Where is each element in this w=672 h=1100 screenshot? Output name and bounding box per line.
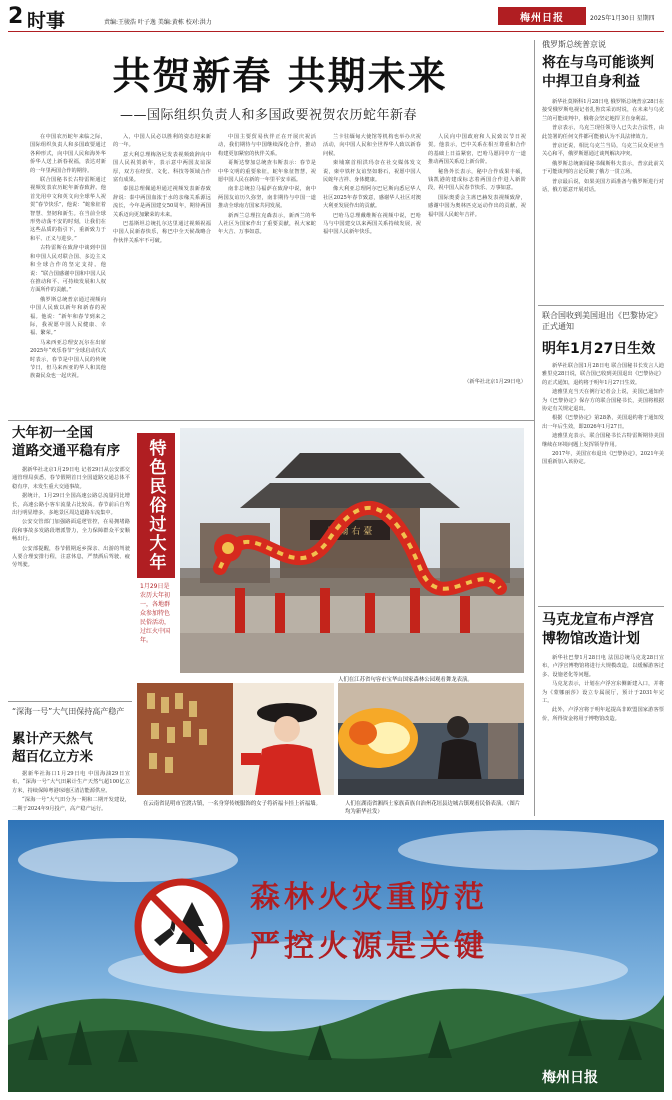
lead-paragraph: 兰卡驻缅甸大使馆等机构也举办庆祝活动，向中国人民和全世界华人致以新春问候。 bbox=[323, 134, 421, 157]
dragon-dance-illustration bbox=[180, 428, 524, 673]
section-divider bbox=[538, 606, 664, 607]
headline-line: 累计产天然气 bbox=[12, 731, 93, 747]
lead-column-5 bbox=[428, 133, 526, 413]
no-fire-icon bbox=[134, 878, 230, 974]
page-number: 2 bbox=[8, 4, 24, 29]
headline-line: 道路交通平稳有序 bbox=[12, 443, 120, 459]
ad-slogan-line-1: 森林火灾重防范 bbox=[250, 880, 488, 915]
right-story-1-title bbox=[542, 54, 666, 92]
side-story-1-body bbox=[12, 466, 130, 696]
lead-paragraph: 新西兰总理拉克森表示，新西兰的华人社区为国家作出了重要贡献，祝大家蛇年大吉、万事如意。 bbox=[218, 212, 316, 236]
right-story-3-body bbox=[542, 654, 664, 814]
headline-line: 博物馆改造计划 bbox=[542, 631, 640, 647]
fire-performance-photo bbox=[338, 683, 524, 795]
story-paragraph: 此外，卢浮宫将于明年起提高非欧盟国家游客票价，所得资金将用于博物馆改造。 bbox=[542, 707, 664, 722]
side-story-2-title bbox=[12, 730, 132, 766]
ad-logo: 梅州日报 bbox=[542, 1070, 598, 1086]
lead-paragraph: 泰国总理佩通坦通过视频发表新春致辞说：泰中两国血浓于水的亲缘关系源远流长，今年是两国建交50周年，期待两国关系迈向更加繁荣的未来。 bbox=[113, 186, 211, 218]
story-paragraph: 普京最后说，如果美国方面准备与俄罗斯进行对话，俄方愿意开展对话。 bbox=[542, 178, 664, 194]
section-divider bbox=[538, 305, 664, 306]
feature-banner: 特色民俗过大年 bbox=[137, 433, 175, 578]
lead-paragraph: 俄罗斯总统普京通过视频向中国人民致以新年和新春的祝福。他说：“新年和春节到来之际，我祝愿中国人民健康、幸福、繁荣。” bbox=[30, 296, 106, 337]
header-rule bbox=[8, 31, 664, 32]
lead-paragraph: 哥斯达黎加总统查韦斯表示：春节是中华文明的重要象征，蛇年象征智慧，祝愿中国人民在新的一年里平安幸福。 bbox=[218, 160, 316, 184]
section-name: 时事 bbox=[27, 10, 66, 32]
lead-paragraph: 柬埔寨首相洪玛奈在社交媒体发文说，柬中铁杆友谊坚如磐石，祝愿中国人民蛇年吉祥、身体健康。 bbox=[323, 160, 421, 184]
lead-column-3 bbox=[218, 133, 316, 418]
lead-paragraph: 人民向中国政府和人民致以节日祝贺。他表示，巴中关系在相互尊重和合作的基础上日益紧密，巴哈马愿同中方一道推动两国关系迈上新台阶。 bbox=[428, 134, 526, 166]
newspaper-logo: 梅州日报 bbox=[498, 7, 586, 25]
story-paragraph: 新华社联合国1月28日电 联合国秘书长发言人迪雅里克28日说，联合国已收到美国退出《巴黎协定》的正式通知，退约将于明年1月27日生效。 bbox=[542, 363, 664, 386]
story-paragraph: 公安交管部门加强路面巡逻管控，在易拥堵路段和事故多发路段增派警力，全力保障群众平安顺畅出行。 bbox=[12, 519, 130, 543]
story-paragraph: 新华社巴黎1月28日电 法国总统马克龙28日宣布，卢浮宫博物馆将进行大规模改造，以缓解游客过多、设施老化等问题。 bbox=[542, 655, 664, 678]
lead-headline: 共贺新春 共期未来 bbox=[112, 54, 448, 98]
column-divider bbox=[534, 40, 535, 816]
section-divider bbox=[8, 701, 132, 702]
right-story-3-title bbox=[542, 611, 666, 649]
story-paragraph: 普京还说，相比乌克兰当局，乌克兰民众更应当关心和平，俄罗斯愿通过谈判解决冲突。 bbox=[542, 143, 664, 158]
right-story-1-kicker: 俄罗斯总统普京说 bbox=[542, 40, 606, 49]
lead-paragraph: 马来西亚总理安瓦尔在出席2025年“欢乐春节”全球启动仪式时表示，春节是中国人民的传统节日，但马来西亚的华人和其他族裔民众也一起庆祝。 bbox=[30, 339, 106, 380]
ad-slogan-line-2: 严控火源是关键 bbox=[250, 929, 488, 964]
headline-line: 超百亿立方米 bbox=[12, 749, 93, 765]
story-paragraph: 新华社莫斯科1月28日电 俄罗斯总统普京28日在接受俄罗斯电视记者扎鲁宾采访时说，在未来与乌克兰的可能谈判中，俄将会坚定地捍卫自身利益。 bbox=[542, 99, 664, 122]
story-paragraph: 马克龙表示，计划在卢浮宫东侧新建入口，并将为《蒙娜丽莎》设立专属展厅，预计于2031年完工。 bbox=[542, 681, 664, 705]
lead-credit: （新华社北京1月29日电） bbox=[464, 379, 526, 385]
headline-line: 将在与乌可能谈判 bbox=[542, 55, 654, 71]
story-paragraph: 据新华社海口1月29日电 中国海油29日宣布，“深海一号”大气田累计生产天然气超100亿立方米，持续保障粤港琼地区清洁能源供应。 bbox=[12, 771, 130, 794]
lead-paragraph: 古特雷斯在致辞中谈到中国和中国人民对联合国、多边主义和全球合作的坚定支持。他说：“联合国感谢中国和中国人民在推动和平、可持续发展和人权方面所作的贡献。” bbox=[30, 245, 106, 294]
right-story-2-title: 明年1月27日生效 bbox=[542, 341, 656, 357]
right-photo-caption: 人们在湖南省湘西土家族苗族自治州花垣县边城古镇观看民俗表演。（图片均为新华社发） bbox=[345, 801, 521, 815]
lead-paragraph: 巴基斯坦总统扎尔达里通过视频祝福中国人民新春快乐，称巴中全天候战略合作伙伴关系牢不可破。 bbox=[113, 221, 211, 244]
right-story-1-body bbox=[542, 98, 664, 300]
issue-date: 2025年1月30日 星期四 bbox=[590, 15, 655, 22]
story-paragraph: 2017年，美国宣布退出《巴黎协定》，2021年美国重新加入该协定。 bbox=[542, 451, 664, 466]
lead-column-2 bbox=[113, 133, 211, 418]
lead-paragraph: 在中国农历蛇年来临之际，国际组织负责人和多国政要通过各种形式，向中国人民和海外华侨华人送上新春祝福，表达对新的一年里两国合作的期待。 bbox=[30, 134, 106, 174]
right-story-2-body bbox=[542, 362, 664, 602]
left-photo-caption: 在云南省昆明市官渡古镇，一名身穿传统服饰的女子将祈福卡挂上祈福墙。 bbox=[143, 801, 321, 807]
story-paragraph: 据统计，1月29日全国高速公路总流量同比增长，高速公路小客车流量占比较高。春节前后自驾出行明显增多，多地景区周边道路车流集中。 bbox=[12, 493, 130, 517]
headline-line: 马克龙宣布卢浮宫 bbox=[542, 612, 654, 628]
story-paragraph: “深海一号”大气田分为一期和二期开发建设，二期于2024年9月投产，高产稳产运行。 bbox=[12, 797, 130, 812]
story-paragraph: 根据《巴黎协定》第28条，美国退约将于通知发出一年后生效，即2026年1月27日。 bbox=[542, 415, 664, 430]
story-paragraph: 公安部提醒，春节假期返乡探亲、出游的驾驶人要合理安排行程，注意休息，严禁酒后驾驶、疲劳驾驶。 bbox=[12, 545, 130, 569]
lead-paragraph: 入，中国人民必以胜利的姿态迎来新的一年。 bbox=[113, 134, 211, 149]
dragon-dance-photo bbox=[180, 428, 524, 673]
staff-credits: 责编:王骏浩 叶子逸 美编:黄栋 校对:洪力 bbox=[104, 19, 212, 26]
lead-subheadline: ——国际组织负责人和多国政要祝贺农历蛇年新春 bbox=[120, 108, 418, 123]
side-story-2-body bbox=[12, 770, 130, 816]
story-paragraph: 迪雅里克表示，联合国秘书长古特雷斯期待美国继续在环境问题上发挥领导作用。 bbox=[542, 433, 664, 448]
lead-paragraph: 秘鲁外长表示，秘中合作成果丰硕，钱凯港的建成标志着两国合作进入新阶段，祝中国人民春节快乐、万事如意。 bbox=[428, 168, 526, 192]
lead-paragraph: 联合国秘书长古特雷斯通过视频发表农历蛇年新春致辞。他首先用中文和英文向全球华人祝贺“春节快乐”，他说：“蛇象征着智慧、坚韧和新生。在当前全球形势动荡不安的时刻，让我们在这些品质的指引下，重新致力于和平、正义与进步。” bbox=[30, 177, 106, 242]
story-paragraph: 据新华社北京1月29日电 记者29日从公安部交通管理局获悉，春节假期首日全国道路交通总体平稳有序，未发生重大交通事故。 bbox=[12, 467, 130, 490]
right-story-2-kicker: 联合国收到美国退出《巴黎协定》正式通知 bbox=[542, 311, 662, 331]
lead-column-4 bbox=[323, 133, 421, 418]
side-story-1-title bbox=[12, 424, 132, 460]
lead-paragraph: 南非总统拉马福萨在致辞中说，南中两国友谊历久弥坚，南非期待与中国一道推动全球南方国家共同发展。 bbox=[218, 186, 316, 210]
headline-line: 大年初一全国 bbox=[12, 425, 93, 441]
story-paragraph: 普京表示，乌克兰现任领导人已失去合法性，由此签署的任何文件都可能被认为不具法律效力。 bbox=[542, 125, 664, 140]
lead-paragraph: 国际奥委会主席巴赫发表视频致辞，感谢中国为奥林匹克运动作出的贡献，祝福中国人民蛇年吉祥。 bbox=[428, 194, 526, 218]
story-paragraph: 俄罗斯总统新闻秘书佩斯科夫表示，普京此前关于可能谈判的言论反映了俄方一贯立场。 bbox=[542, 160, 664, 176]
story-paragraph: 迪雅里克当天在例行记者会上说，美国已通知作为《巴黎协定》保存方的联合国秘书长，美国将根据协定有关规定退出。 bbox=[542, 389, 664, 413]
lead-paragraph: 巴哈马总理戴维斯在视频中说，巴哈马与中国建交以来两国关系持续发展，祝福中国人民新年快乐。 bbox=[323, 212, 421, 236]
lead-paragraph: 像大利亚总理阿尔巴尼斯向悉尼华人社区2025年春节致意，感谢华人社区对澳大利亚发展作出的贡献。 bbox=[323, 186, 421, 210]
lead-paragraph: 意大利总理梅洛尼发表视频致辞向中国人民祝贺新年，表示意中两国友谊深厚，双方在经贸、文化、科技等领域合作富有成果。 bbox=[113, 151, 211, 184]
temple-sign: 財 爾 右 臺 bbox=[327, 527, 373, 537]
blessing-wall-photo bbox=[137, 683, 334, 795]
feature-note: 1月29日是农历大年初一，各地群众参加特色民俗活动，过红火中国年。 bbox=[140, 583, 171, 644]
blessing-wall-illustration bbox=[137, 683, 334, 795]
main-photo-caption: 人们在江苏省句容市宝华山国家森林公园观看舞龙表演。 bbox=[338, 677, 473, 683]
lead-paragraph: 中国主要贸易伙伴正在开展庆祝活动，我们期待与中国继续深化合作，推动构建更加紧密的伙伴关系。 bbox=[218, 134, 316, 157]
side-story-2-kicker: “深海一号”大气田保持高产稳产 bbox=[12, 707, 125, 716]
fire-performance-illustration bbox=[338, 683, 524, 795]
section-divider bbox=[8, 420, 534, 421]
lead-column-1 bbox=[30, 133, 106, 380]
headline-line: 中捍卫自身利益 bbox=[542, 74, 640, 90]
